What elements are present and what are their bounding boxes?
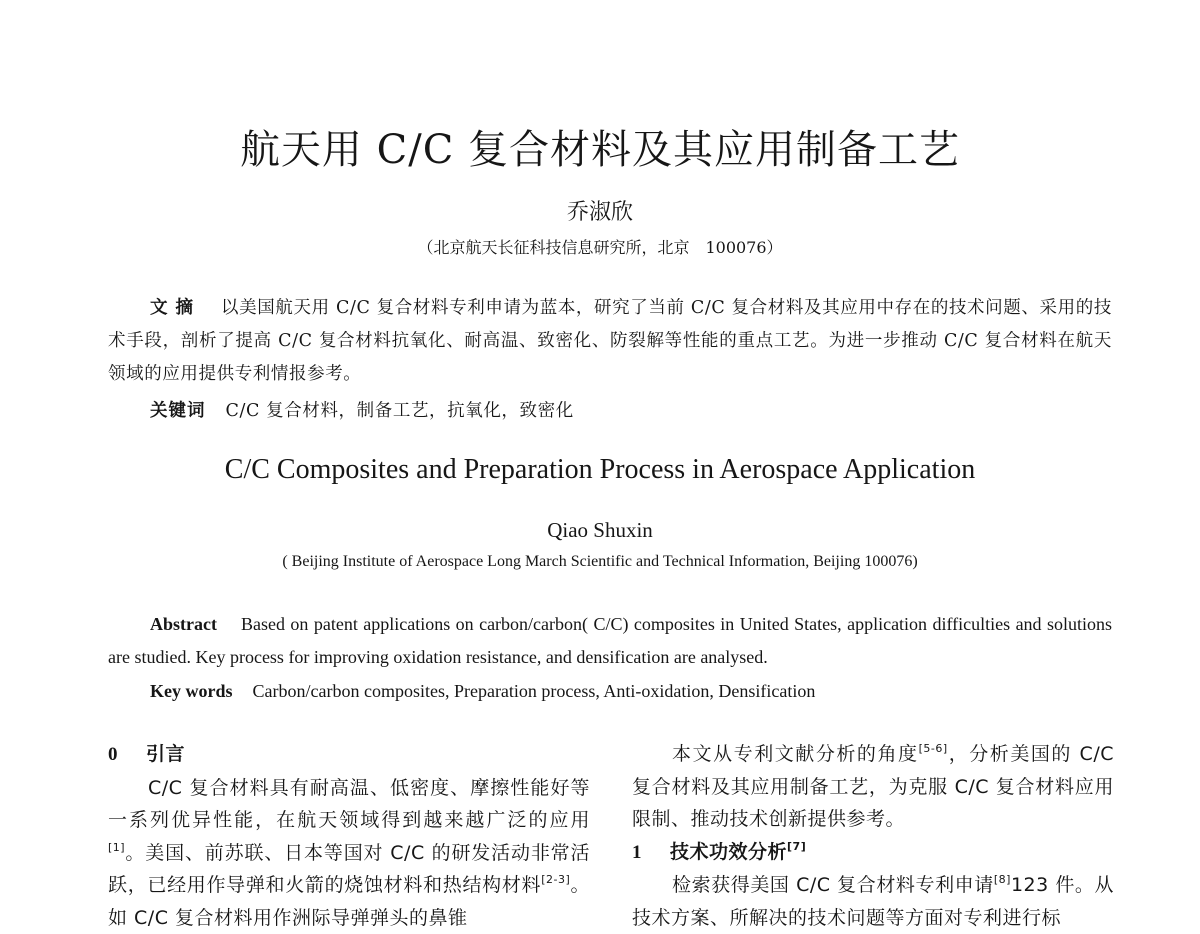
abstract-label-chinese: 文摘 <box>150 298 201 318</box>
body-paragraph <box>108 772 590 934</box>
citation-ref: [7] <box>787 840 806 853</box>
keywords-chinese <box>150 396 574 426</box>
paper-title-chinese: 航天用 C/C 复合材料及其应用制备工艺 <box>0 122 1200 178</box>
keywords-label-chinese: 关键词 <box>150 401 206 421</box>
paragraph-text: ，分析美国的 C/C 复合材料及其应用制备工艺，为克服 C/C 复合材料应用限制、推动技术创新提供参考。 <box>632 743 1114 830</box>
section-heading-technical-efficacy <box>632 836 1114 870</box>
affiliation-english: ( Beijing Institute of Aerospace Long March Scientific and Technical Information, Beijing 100076) <box>0 550 1200 574</box>
author-name-chinese: 乔淑欣 <box>0 198 1200 228</box>
citation-ref: [1] <box>108 841 125 854</box>
keywords-label-english: Key words <box>150 681 233 701</box>
citation-ref: [8] <box>994 873 1011 886</box>
keywords-english <box>150 676 815 706</box>
citation-ref: [2-3] <box>541 873 570 886</box>
section-number: 1 <box>632 837 670 870</box>
section-title: 引言 <box>146 743 185 765</box>
body-column-left <box>108 738 590 934</box>
abstract-label-english: Abstract <box>150 614 217 634</box>
author-name-english: Qiao Shuxin <box>0 515 1200 545</box>
abstract-english <box>108 608 1112 674</box>
keywords-text-chinese: C/C 复合材料，制备工艺，抗氧化，致密化 <box>226 401 574 421</box>
paragraph-text: 本文从专利文献分析的角度 <box>672 743 919 765</box>
abstract-text-english: Based on patent applications on carbon/carbon( C/C) composites in United States, application difficulties and solutions are studied. Key process for improving oxidation resistance, and densification are analysed. <box>108 614 1112 667</box>
keywords-text-english: Carbon/carbon composites, Preparation process, Anti-oxidation, Densification <box>253 681 816 701</box>
citation-ref: [5-6] <box>919 742 948 755</box>
abstract-text-chinese: 以美国航天用 C/C 复合材料专利申请为蓝本，研究了当前 C/C 复合材料及其应用中存在的技术问题、采用的技术手段，剖析了提高 C/C 复合材料抗氧化、耐高温、致密化、防裂解等性能的重点工艺。为进一步推动 C/C 复合材料在航天领域的应用提供专利情报参考。 <box>108 298 1112 384</box>
paragraph-text: 123 件。从技术方案、所解决的技术问题等方面对专利进行标 <box>632 874 1114 929</box>
body-paragraph <box>632 869 1114 934</box>
section-heading-introduction <box>108 738 590 772</box>
paragraph-text: 检索获得美国 C/C 复合材料专利申请 <box>672 874 994 896</box>
paragraph-text: 。如 C/C 复合材料用作洲际导弹弹头的鼻锥 <box>108 874 590 929</box>
paragraph-text: 。美国、前苏联、日本等国对 C/C 的研发活动非常活跃，已经用作导弹和火箭的烧蚀材料和热结构材料 <box>108 842 590 897</box>
affiliation-chinese: （北京航天长征科技信息研究所，北京 100076） <box>0 236 1200 260</box>
section-number: 0 <box>108 739 146 772</box>
section-title: 技术功效分析 <box>670 841 787 863</box>
body-paragraph <box>632 738 1114 836</box>
abstract-chinese <box>108 292 1112 391</box>
body-column-right <box>632 738 1114 934</box>
paper-title-english: C/C Composites and Preparation Process in Aerospace Application <box>0 450 1200 490</box>
paragraph-text: C/C 复合材料具有耐高温、低密度、摩擦性能好等一系列优异性能，在航天领域得到越来越广泛的应用 <box>108 777 590 832</box>
